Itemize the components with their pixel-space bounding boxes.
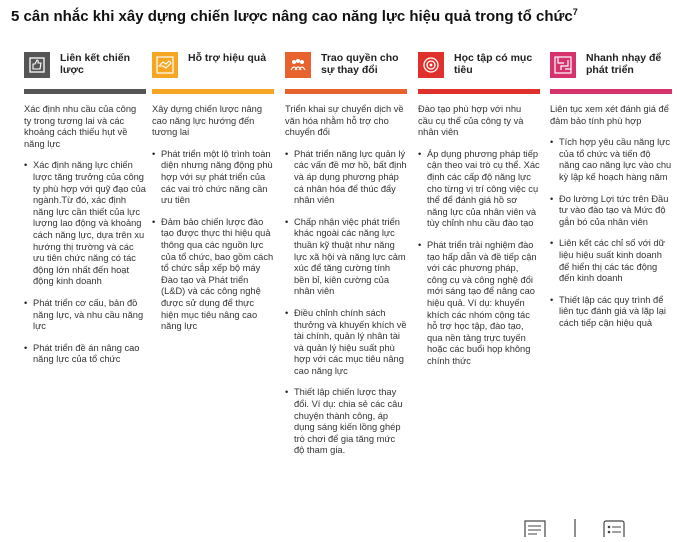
color-bar <box>285 89 407 94</box>
column-heading: Học tập có mục tiêu <box>454 52 533 76</box>
list-item: • Liên kết các chỉ số với dữ liệu hiệu suất kinh doanh để hiển thị các tác động đến kinh doanh <box>550 238 672 284</box>
list-item: • Đảm bảo chiến lược đào tạo được thực thi hiệu quả thông qua các nguồn lực của tổ chức, bao gồm cách tổ chức sắp xếp bộ máy Đào tạo và Phát triển (L&D) và các công nghệ được sử dụng để thực hiện mục tiêu nâng cao năng lực <box>152 217 274 333</box>
column-heading: Trao quyền cho sự thay đổi <box>321 52 399 76</box>
handshake-icon <box>152 52 178 78</box>
list-item: • Điều chỉnh chính sách thưởng và khuyến khích về tài chính, quản lý nhân tài và quản lý hiệu suất phù hợp với các mục tiêu nâng cao năng lực <box>285 308 407 378</box>
list-item: • Thiết lập chiến lược thay đổi. Ví dụ: chia sẻ các câu chuyện thành công, áp dụng sáng kiến lồng ghép trò chơi để gia tăng mức độ tham gia. <box>285 387 407 457</box>
list-item: • Áp dụng phương pháp tiếp cận theo vai trò cụ thể. Xác định các cấp độ năng lực cho từng vị trí công việc cụ thể để đánh giá hồ sơ năng lực của nhân viên và tùy chỉnh nhu cầu đào tạo <box>418 149 540 230</box>
target-icon <box>418 52 444 78</box>
list-item: • Chấp nhận việc phát triển khác ngoài các năng lực thuần kỹ thuật như năng lực xã hội và năng lực cảm xúc để tăng cường tính bền bỉ, kiên cường của nhân viên <box>285 217 407 298</box>
checklist-icon <box>602 519 628 537</box>
color-bar <box>152 89 274 94</box>
column-heading: Nhanh nhạy để phát triển <box>586 52 662 76</box>
document-icon <box>523 519 549 537</box>
column-intro: Triển khai sự chuyển dịch về văn hóa nhằm hỗ trợ cho chuyển đổi <box>285 104 404 138</box>
maze-icon <box>550 52 576 78</box>
column-intro: Liên tục xem xét đánh giá để đảm bảo tính phù hợp <box>550 104 669 126</box>
list-item: • Đo lường Lợi tức trên Đầu tư vào đào tạo và Mức độ gắn bó của nhân viên <box>550 194 672 229</box>
list-item: • Phát triển năng lực quản lý các vấn đề mơ hồ, bất định và áp dụng phương pháp cá nhân hóa để thúc đẩy nhân viên <box>285 149 407 207</box>
color-bar <box>418 89 540 94</box>
people-icon <box>285 52 311 78</box>
color-bar <box>24 89 146 94</box>
list-item: • Phát triển trải nghiệm đào tạo hấp dẫn và đề tiếp cận với các phương pháp, công cụ và công nghệ đổi mới sáng tạo để nâng cao hiệu quả. Ví dụ: khuyến khích các nhóm cộng tác hỗ trợ học tập, đào tạo, qua nền tảng trực tuyến hoặc các buổi họp không chính thức <box>418 240 540 368</box>
column-strategic-alignment <box>24 46 146 376</box>
column-heading: Hỗ trợ hiệu quả <box>188 52 267 64</box>
column-agile-development <box>550 46 672 340</box>
thumbs-up-icon <box>24 52 50 78</box>
list-item: • Phát triển đề án nâng cao năng lực của tổ chức <box>24 343 146 366</box>
column-intro: Xây dựng chiến lược nâng cao năng lực hướng đến tương lai <box>152 104 263 138</box>
list-item: • Xác định năng lực chiến lược tăng trưởng của công ty phù hợp với quỹ đạo của ngành.Từ đó, xác định năng lực cần thiết của lực lượng lao động và khoảng cách năng lực, dựa trên xu hướng thị trường và các ưu tiên chức năng có tác động lớn nhất đến hoạt động kinh doanh <box>24 160 146 288</box>
column-intro: Xác định nhu cầu của công ty trong tương lai và các khoảng cách thiếu hụt về năng lực <box>24 104 137 149</box>
color-bar <box>550 89 672 94</box>
list-item: • Thiết lập các quy trình để liên tục đánh giá và lặp lại cách tiếp cận hiệu quả <box>550 295 672 330</box>
column-empower-change <box>285 46 407 467</box>
list-item: • Phát triển cơ cấu, bản đồ năng lực, và nhu cầu năng lực <box>24 298 146 333</box>
column-targeted-learning <box>418 46 540 377</box>
list-item: • Phát triển một lộ trình toàn diện nhưng năng động phù hợp với sự phát triển của các vai trò chức năng cần ưu tiên <box>152 149 274 207</box>
divider-icon <box>570 519 580 537</box>
page-title: 5 cân nhắc khi xây dựng chiến lược nâng cao năng lực hiệu quả trong tổ chức$^7$ <box>11 7 578 25</box>
column-effective-support <box>152 46 274 343</box>
list-item: • Tích hợp yêu cầu năng lực của tổ chức và tiến độ năng cao năng lực vào chu kỳ lập kế hoạch hàng năm <box>550 137 672 183</box>
column-heading: Liên kết chiến lược <box>60 52 131 76</box>
column-intro: Đào tạo phù hợp với nhu cầu cụ thể của công ty và nhân viên <box>418 104 524 138</box>
